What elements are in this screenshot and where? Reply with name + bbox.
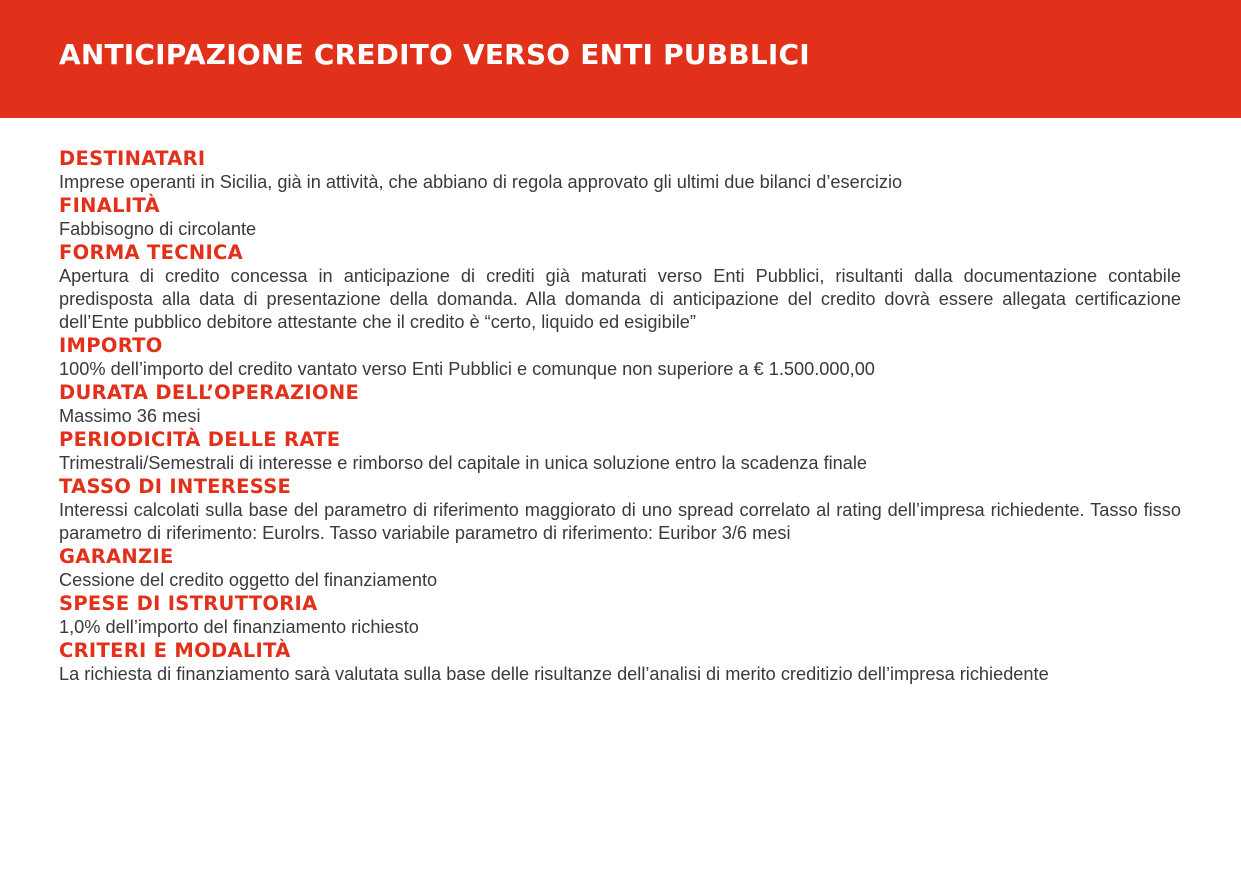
section-text-spese: 1,0% dell’importo del finanziamento richiesto <box>59 617 419 637</box>
section-title-durata: DURATA DELL’OPERAZIONE <box>59 381 360 404</box>
section-text-forma-tecnica: Apertura di credito concessa in anticipazione di crediti già maturati verso Enti Pubblici, risultanti dalla documentazione contabile predisposta alla data di presentazione della domanda. Alla domanda di anticipazione del credito dovrà essere allegata certificazione dell’Ente pubblico debitore attestante che il credito è “certo, liquido ed esigibile” <box>59 266 1181 332</box>
section-text-finalita: Fabbisogno di circolante <box>59 219 257 239</box>
section-periodicita <box>59 428 1181 475</box>
section-title-finalita: FINALITÀ <box>59 194 160 217</box>
page-title: ANTICIPAZIONE CREDITO VERSO ENTI PUBBLICI <box>59 38 810 71</box>
section-tasso <box>59 475 1181 545</box>
section-title-forma-tecnica: FORMA TECNICA <box>59 241 244 264</box>
section-text-importo: 100% dell’importo del credito vantato verso Enti Pubblici e comunque non superiore a € 1.500.000,00 <box>59 359 875 379</box>
document-body <box>59 147 1181 686</box>
section-title-importo: IMPORTO <box>59 334 163 357</box>
section-text-garanzie: Cessione del credito oggetto del finanziamento <box>59 570 438 590</box>
section-text-durata: Massimo 36 mesi <box>59 406 201 426</box>
section-forma-tecnica <box>59 241 1181 334</box>
section-finalita <box>59 194 1181 241</box>
section-text-tasso: Interessi calcolati sulla base del parametro di riferimento maggiorato di uno spread correlato al rating dell’impresa richiedente. Tasso fisso parametro di riferimento: Eurolrs. Tasso variabile parametro di riferimento: Euribor 3/6 mesi <box>59 500 1181 543</box>
section-text-periodicita: Trimestrali/Semestrali di interesse e rimborso del capitale in unica soluzione entro la scadenza finale <box>59 453 868 473</box>
section-title-criteri: CRITERI E MODALITÀ <box>59 639 291 662</box>
section-durata <box>59 381 1181 428</box>
section-text-criteri: La richiesta di finanziamento sarà valutata sulla base delle risultanze dell’analisi di merito creditizio dell’impresa richiedente <box>59 664 1049 684</box>
section-title-periodicita: PERIODICITÀ DELLE RATE <box>59 428 341 451</box>
section-text-destinatari: Imprese operanti in Sicilia, già in attività, che abbiano di regola approvato gli ultimi due bilanci d’esercizio <box>59 172 903 192</box>
section-title-destinatari: DESTINATARI <box>59 147 206 170</box>
section-importo <box>59 334 1181 381</box>
section-title-tasso: TASSO DI INTERESSE <box>59 475 292 498</box>
header-banner <box>0 0 1241 118</box>
section-spese <box>59 592 1181 639</box>
section-title-spese: SPESE DI ISTRUTTORIA <box>59 592 318 615</box>
section-criteri <box>59 639 1181 686</box>
section-destinatari <box>59 147 1181 194</box>
section-title-garanzie: GARANZIE <box>59 545 174 568</box>
section-garanzie <box>59 545 1181 592</box>
